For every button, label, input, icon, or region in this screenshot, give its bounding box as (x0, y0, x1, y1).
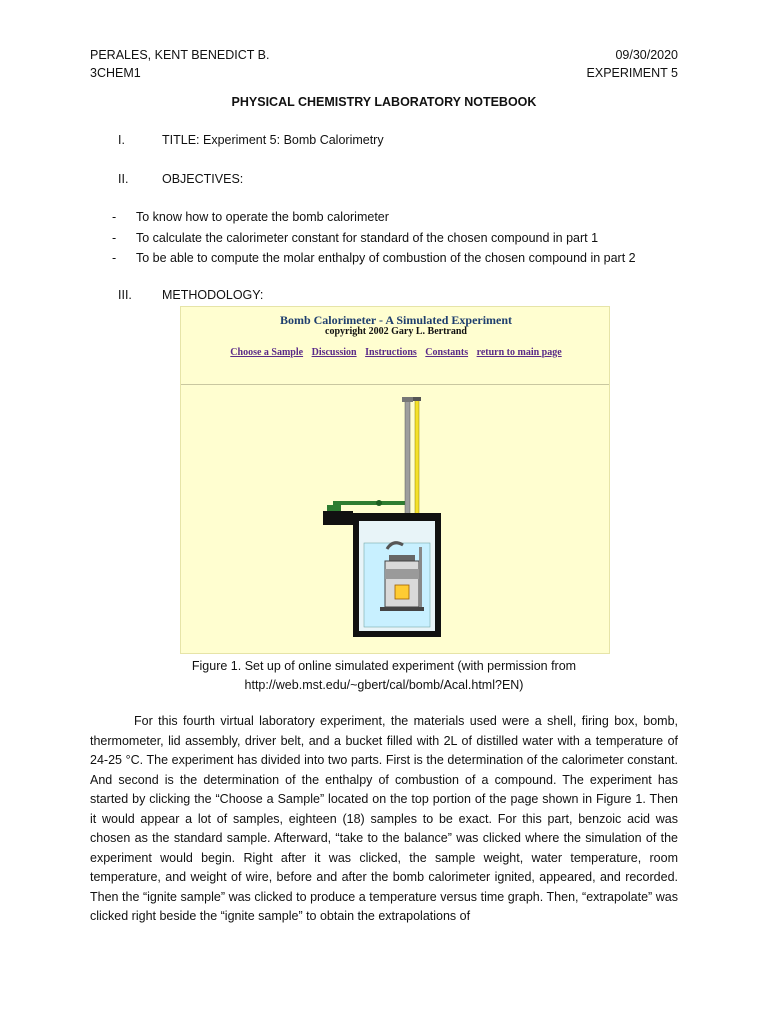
section-heading: TITLE: Experiment 5: Bomb Calorimetry (162, 133, 384, 147)
objectives-list (112, 209, 636, 271)
bucket-stirrer (419, 547, 422, 607)
section-number: III. (118, 288, 132, 302)
section-number: II. (118, 172, 129, 186)
main-page-link[interactable]: return to main page (476, 347, 562, 358)
section-number: I. (118, 133, 125, 147)
driver-belt (333, 501, 409, 505)
list-item: - To be able to compute the molar enthalpy of combustion of the chosen compound in part 2 (112, 251, 636, 265)
class-section: 3CHEM1 (90, 66, 141, 80)
firing-box (323, 511, 353, 525)
caption-line: Figure 1. Set up of online simulated experiment (with permission from (191, 659, 577, 673)
bomb-lid (389, 555, 415, 561)
thermometer-cap (413, 397, 421, 401)
stirrer-rod (405, 399, 410, 529)
simulation-copyright: copyright 2002 Gary L. Bertrand (325, 326, 467, 337)
report-date: 09/30/2020 (615, 48, 678, 62)
discussion-link[interactable]: Discussion (311, 347, 357, 358)
bomb (385, 561, 419, 607)
driver-belt-pulley (327, 505, 341, 511)
instructions-link[interactable]: Instructions (365, 347, 417, 358)
section-objectives (118, 172, 243, 186)
belt-knob (376, 500, 382, 506)
methodology-paragraph: For this fourth virtual laboratory experiment, the materials used were a shell, firing box, bomb, thermometer, lid assembly, driver belt, and a bucket filled with 2L of distilled water with a temperature of 24-25 °C. The experiment has divided into two parts. First is the determination of the calorimeter constant. And second is the determination of the enthalpy of combustion of a compound. The experiment has started by clicking the “Choose a Sample” located on the top portion of the page shown in Figure 1. Then it would appear a lot of samples, eighteen (18) samples to be exact. For this part, benzoic acid was chosen as the standard sample. Afterward, “take to the balance” was clicked where the simulation of the experiment would begin. Right after it was clicked, the sample weight, water temperature, room temperature, and weight of wire, before and after the bomb calorimeter ignited, appeared, and recorded. Then the “ignite sample” was clicked to produce a temperature versus time graph. Then, “extrapolate” was clicked right beside the “ignite sample” to obtain the extrapolations of (90, 714, 678, 923)
calorimeter-illustration (181, 307, 611, 655)
section-title (118, 133, 384, 147)
experiment-number: EXPERIMENT 5 (586, 66, 678, 80)
list-item: - To know how to operate the bomb calorimeter (112, 210, 389, 224)
bomb-base (380, 607, 424, 611)
author-name: PERALES, KENT BENEDICT B. (90, 48, 270, 62)
figure-caption (0, 657, 768, 695)
section-methodology (118, 288, 263, 302)
section-heading: METHODOLOGY: (162, 288, 264, 302)
constants-link[interactable]: Constants (425, 347, 469, 358)
simulation-screenshot (180, 306, 610, 654)
sample-cup (395, 585, 409, 599)
bomb-band (385, 569, 419, 579)
section-heading: OBJECTIVES: (162, 172, 244, 186)
choose-sample-link[interactable]: Choose a Sample (230, 347, 304, 358)
caption-url: http://web.mst.edu/~gbert/cal/bomb/Acal.html?EN) (244, 678, 524, 692)
simulation-title: Bomb Calorimeter - A Simulated Experiment (279, 313, 513, 327)
list-item: - To calculate the calorimeter constant for standard of the chosen compound in part 1 (112, 230, 599, 245)
notebook-title: PHYSICAL CHEMISTRY LABORATORY NOTEBOOK (231, 95, 537, 109)
stirrer-top (402, 397, 413, 402)
